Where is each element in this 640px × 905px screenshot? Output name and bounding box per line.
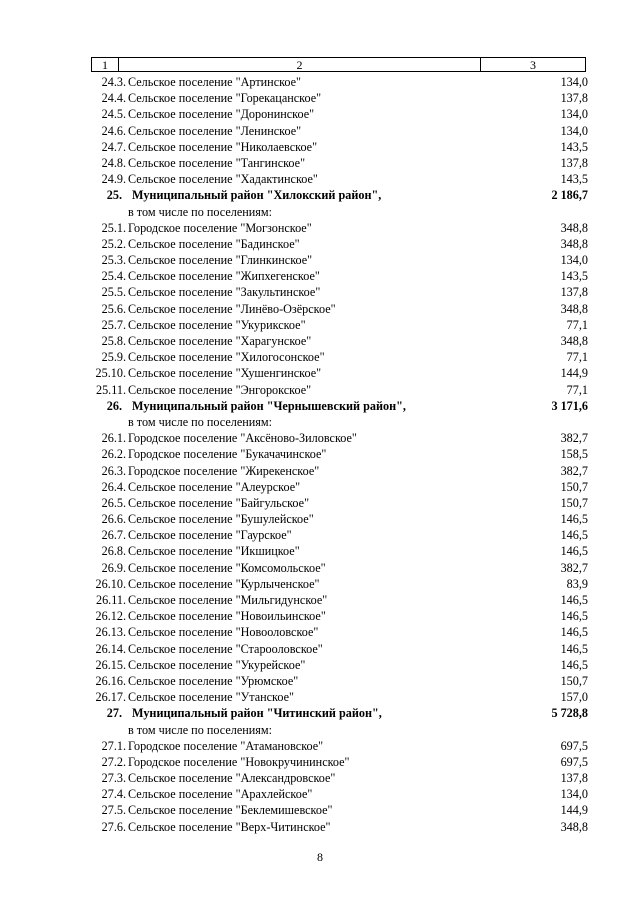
row-name: Сельское поселение "Утанское"	[128, 690, 294, 705]
table-row	[86, 608, 588, 624]
row-name: Муниципальный район "Читинский район",	[132, 706, 382, 721]
page-number: 8	[317, 850, 323, 864]
row-name: Сельское поселение "Жипхегенское"	[128, 269, 320, 284]
table-row	[86, 657, 588, 673]
table-row	[86, 90, 588, 106]
row-name: Сельское поселение "Закультинское"	[128, 285, 321, 300]
row-number: 25.5.	[101, 285, 126, 300]
row-number: 24.9.	[101, 172, 126, 187]
row-number: 27.5.	[101, 803, 126, 818]
row-name: Сельское поселение "Энгорокское"	[128, 382, 312, 397]
table-row	[86, 463, 588, 479]
row-name: Сельское поселение "Икшицкое"	[128, 544, 300, 559]
table-row	[86, 511, 588, 527]
row-name: Сельское поселение "Укурикское"	[128, 317, 306, 332]
row-name: Городское поселение "Букачачинское"	[128, 447, 327, 462]
table-row	[86, 284, 588, 300]
table-row	[86, 641, 588, 657]
row-name: Сельское поселение "Бушулейское"	[128, 512, 314, 527]
row-value: 146,5	[560, 641, 588, 656]
subheading-row	[86, 204, 588, 220]
row-number: 24.3.	[101, 75, 126, 89]
row-value: 146,5	[560, 593, 588, 607]
table-row	[86, 689, 588, 705]
row-name: Сельское поселение "Артинское"	[128, 75, 302, 89]
row-number: 26.13.	[95, 625, 126, 640]
row-name: Городское поселение "Аксёново-Зиловское"	[128, 431, 357, 446]
row-value: 144,9	[560, 366, 588, 381]
row-number: 27.2.	[101, 754, 126, 769]
row-number: 26.3.	[101, 463, 126, 478]
row-value: 348,8	[560, 301, 588, 316]
row-number: 24.8.	[101, 155, 126, 170]
row-number: 26.17.	[95, 690, 126, 705]
row-name: Сельское поселение "Хушенгинское"	[128, 366, 322, 381]
row-value: 3 171,6	[551, 398, 588, 413]
row-name: Сельское поселение "Укурейское"	[128, 657, 306, 672]
table-row	[86, 576, 588, 592]
table-row	[86, 301, 588, 317]
subheading-row	[86, 414, 588, 430]
row-number: 25.9.	[101, 350, 126, 365]
row-name: Сельское поселение "Байгульское"	[128, 495, 310, 510]
row-number: 27.6.	[101, 819, 126, 834]
row-value: 146,5	[560, 609, 588, 624]
row-name: в том числе по поселениям:	[128, 204, 272, 219]
row-name: Сельское поселение "Беклемишевское"	[128, 803, 333, 818]
row-name: Сельское поселение "Урюмское"	[128, 673, 299, 688]
table-row	[86, 349, 588, 365]
table-header	[91, 57, 586, 72]
row-name: Сельское поселение "Старооловское"	[128, 641, 323, 656]
row-name: Сельское поселение "Комсомольское"	[128, 560, 326, 575]
row-number: 26.1.	[101, 431, 126, 446]
row-number: 26.	[106, 398, 122, 413]
row-value: 5 728,8	[551, 706, 588, 721]
table-row	[86, 382, 588, 398]
row-value: 134,0	[560, 107, 588, 122]
row-name: Сельское поселение "Николаевское"	[128, 139, 318, 154]
row-name: Сельское поселение "Тангинское"	[128, 155, 306, 170]
table-row	[86, 317, 588, 333]
row-name: Сельское поселение "Доронинское"	[128, 107, 315, 122]
row-number: 26.12.	[95, 609, 126, 624]
row-value: 2 186,7	[551, 188, 588, 203]
table-row	[86, 446, 588, 462]
row-number: 27.	[106, 706, 122, 721]
row-value: 348,8	[560, 220, 588, 235]
row-value: 348,8	[560, 819, 588, 834]
row-value: 146,5	[560, 544, 588, 559]
row-value: 137,8	[560, 285, 588, 300]
row-name: Сельское поселение "Алеурское"	[128, 479, 301, 494]
row-number: 26.4.	[101, 479, 126, 494]
row-name: Сельское поселение "Хилогосонское"	[128, 350, 325, 365]
row-name: Городское поселение "Атамановское"	[128, 738, 324, 753]
header-col-1: 1	[92, 58, 119, 71]
row-number: 26.9.	[101, 560, 126, 575]
row-number: 25.6.	[101, 301, 126, 316]
row-name: Сельское поселение "Горекацанское"	[128, 91, 322, 106]
row-number: 24.5.	[101, 107, 126, 122]
table-row	[86, 624, 588, 640]
row-value: 137,8	[560, 91, 588, 106]
table-row	[86, 560, 588, 576]
row-name: Сельское поселение "Мильгидунское"	[128, 593, 328, 607]
subheading-row	[86, 722, 588, 738]
row-value: 697,5	[560, 738, 588, 753]
table-row	[86, 430, 588, 446]
table-row	[86, 802, 588, 818]
row-number: 26.6.	[101, 512, 126, 527]
row-number: 24.4.	[101, 91, 126, 106]
row-value: 697,5	[560, 754, 588, 769]
row-value: 143,5	[560, 139, 588, 154]
table-row	[86, 770, 588, 786]
row-name: Сельское поселение "Ленинское"	[128, 123, 302, 138]
row-value: 382,7	[560, 431, 588, 446]
district-row	[86, 705, 588, 721]
table-row	[86, 220, 588, 236]
table-body	[86, 74, 588, 835]
row-value: 77,1	[566, 382, 588, 397]
row-name: в том числе по поселениям:	[128, 414, 272, 429]
row-number: 25.2.	[101, 236, 126, 251]
row-number: 26.7.	[101, 528, 126, 543]
district-row	[86, 398, 588, 414]
row-name: Городское поселение "Жирекенское"	[128, 463, 320, 478]
table-row	[86, 786, 588, 802]
row-value: 134,0	[560, 787, 588, 802]
table-row	[86, 236, 588, 252]
row-value: 150,7	[560, 479, 588, 494]
row-name: Сельское поселение "Арахлейское"	[128, 787, 313, 802]
table-row	[86, 139, 588, 155]
row-value: 348,8	[560, 334, 588, 348]
row-value: 137,8	[560, 155, 588, 170]
table-row	[86, 268, 588, 284]
row-name: Городское поселение "Могзонское"	[128, 220, 312, 235]
row-value: 150,7	[560, 673, 588, 688]
row-name: Сельское поселение "Бадинское"	[128, 236, 300, 251]
row-value: 146,5	[560, 625, 588, 640]
table-row	[86, 333, 588, 349]
row-value: 77,1	[566, 317, 588, 332]
row-number: 26.5.	[101, 495, 126, 510]
row-number: 26.15.	[95, 657, 126, 672]
header-col-3: 3	[530, 58, 536, 72]
row-number: 27.1.	[101, 738, 126, 753]
table-row	[86, 673, 588, 689]
header-col-2: 2	[119, 58, 481, 71]
row-name: Сельское поселение "Харагунское"	[128, 334, 312, 348]
row-number: 27.4.	[101, 787, 126, 802]
table-row	[86, 819, 588, 835]
table-row	[86, 155, 588, 171]
row-name: Сельское поселение "Линёво-Озёрское"	[128, 301, 336, 316]
row-number: 25.1.	[101, 220, 126, 235]
table-row	[86, 252, 588, 268]
row-number: 25.10.	[95, 366, 126, 381]
row-name: Сельское поселение "Хадактинское"	[128, 172, 318, 187]
row-value: 137,8	[560, 771, 588, 786]
row-value: 134,0	[560, 253, 588, 268]
table-row	[86, 754, 588, 770]
row-number: 25.4.	[101, 269, 126, 284]
row-value: 382,7	[560, 463, 588, 478]
row-name: Сельское поселение "Верх-Читинское"	[128, 819, 331, 834]
row-value: 143,5	[560, 269, 588, 284]
row-number: 25.8.	[101, 334, 126, 348]
row-name: Сельское поселение "Новооловское"	[128, 625, 319, 640]
table-row	[86, 592, 588, 608]
row-number: 25.	[106, 188, 122, 203]
table-row	[86, 495, 588, 511]
table-row	[86, 171, 588, 187]
row-value: 146,5	[560, 528, 588, 543]
row-value: 83,9	[566, 576, 588, 591]
row-value: 150,7	[560, 495, 588, 510]
table-row	[86, 543, 588, 559]
row-value: 146,5	[560, 512, 588, 527]
row-value: 77,1	[566, 350, 588, 365]
table-row	[86, 365, 588, 381]
row-number: 27.3.	[101, 771, 126, 786]
row-value: 143,5	[560, 172, 588, 187]
row-number: 26.2.	[101, 447, 126, 462]
table-row	[86, 527, 588, 543]
row-value: 146,5	[560, 657, 588, 672]
table-row	[86, 74, 588, 90]
row-name: Сельское поселение "Гаурское"	[128, 528, 292, 543]
row-number: 25.11.	[95, 382, 126, 397]
row-number: 25.3.	[101, 253, 126, 268]
row-value: 134,0	[560, 123, 588, 138]
table-row	[86, 123, 588, 139]
row-value: 157,0	[560, 690, 588, 705]
district-row	[86, 187, 588, 203]
row-name: Муниципальный район "Чернышевский район",	[132, 398, 406, 413]
row-value: 348,8	[560, 236, 588, 251]
row-number: 26.10.	[95, 576, 126, 591]
table-row	[86, 106, 588, 122]
row-number: 25.7.	[101, 317, 126, 332]
table-row	[86, 738, 588, 754]
row-name: Сельское поселение "Глинкинское"	[128, 253, 313, 268]
row-name: Сельское поселение "Новоильинское"	[128, 609, 326, 624]
row-number: 24.6.	[101, 123, 126, 138]
row-number: 26.14.	[95, 641, 126, 656]
row-number: 26.16.	[95, 673, 126, 688]
row-value: 382,7	[560, 560, 588, 575]
row-number: 26.11.	[95, 593, 126, 607]
row-value: 144,9	[560, 803, 588, 818]
row-number: 26.8.	[101, 544, 126, 559]
row-name: Сельское поселение "Курлыченское"	[128, 576, 320, 591]
row-name: в том числе по поселениям:	[128, 722, 272, 737]
row-name: Городское поселение "Новокручининское"	[128, 754, 350, 769]
row-number: 24.7.	[101, 139, 126, 154]
table-row	[86, 479, 588, 495]
row-value: 158,5	[560, 447, 588, 462]
row-value: 134,0	[560, 75, 588, 89]
row-name: Муниципальный район "Хилокский район",	[132, 188, 382, 203]
row-name: Сельское поселение "Александровское"	[128, 771, 336, 786]
